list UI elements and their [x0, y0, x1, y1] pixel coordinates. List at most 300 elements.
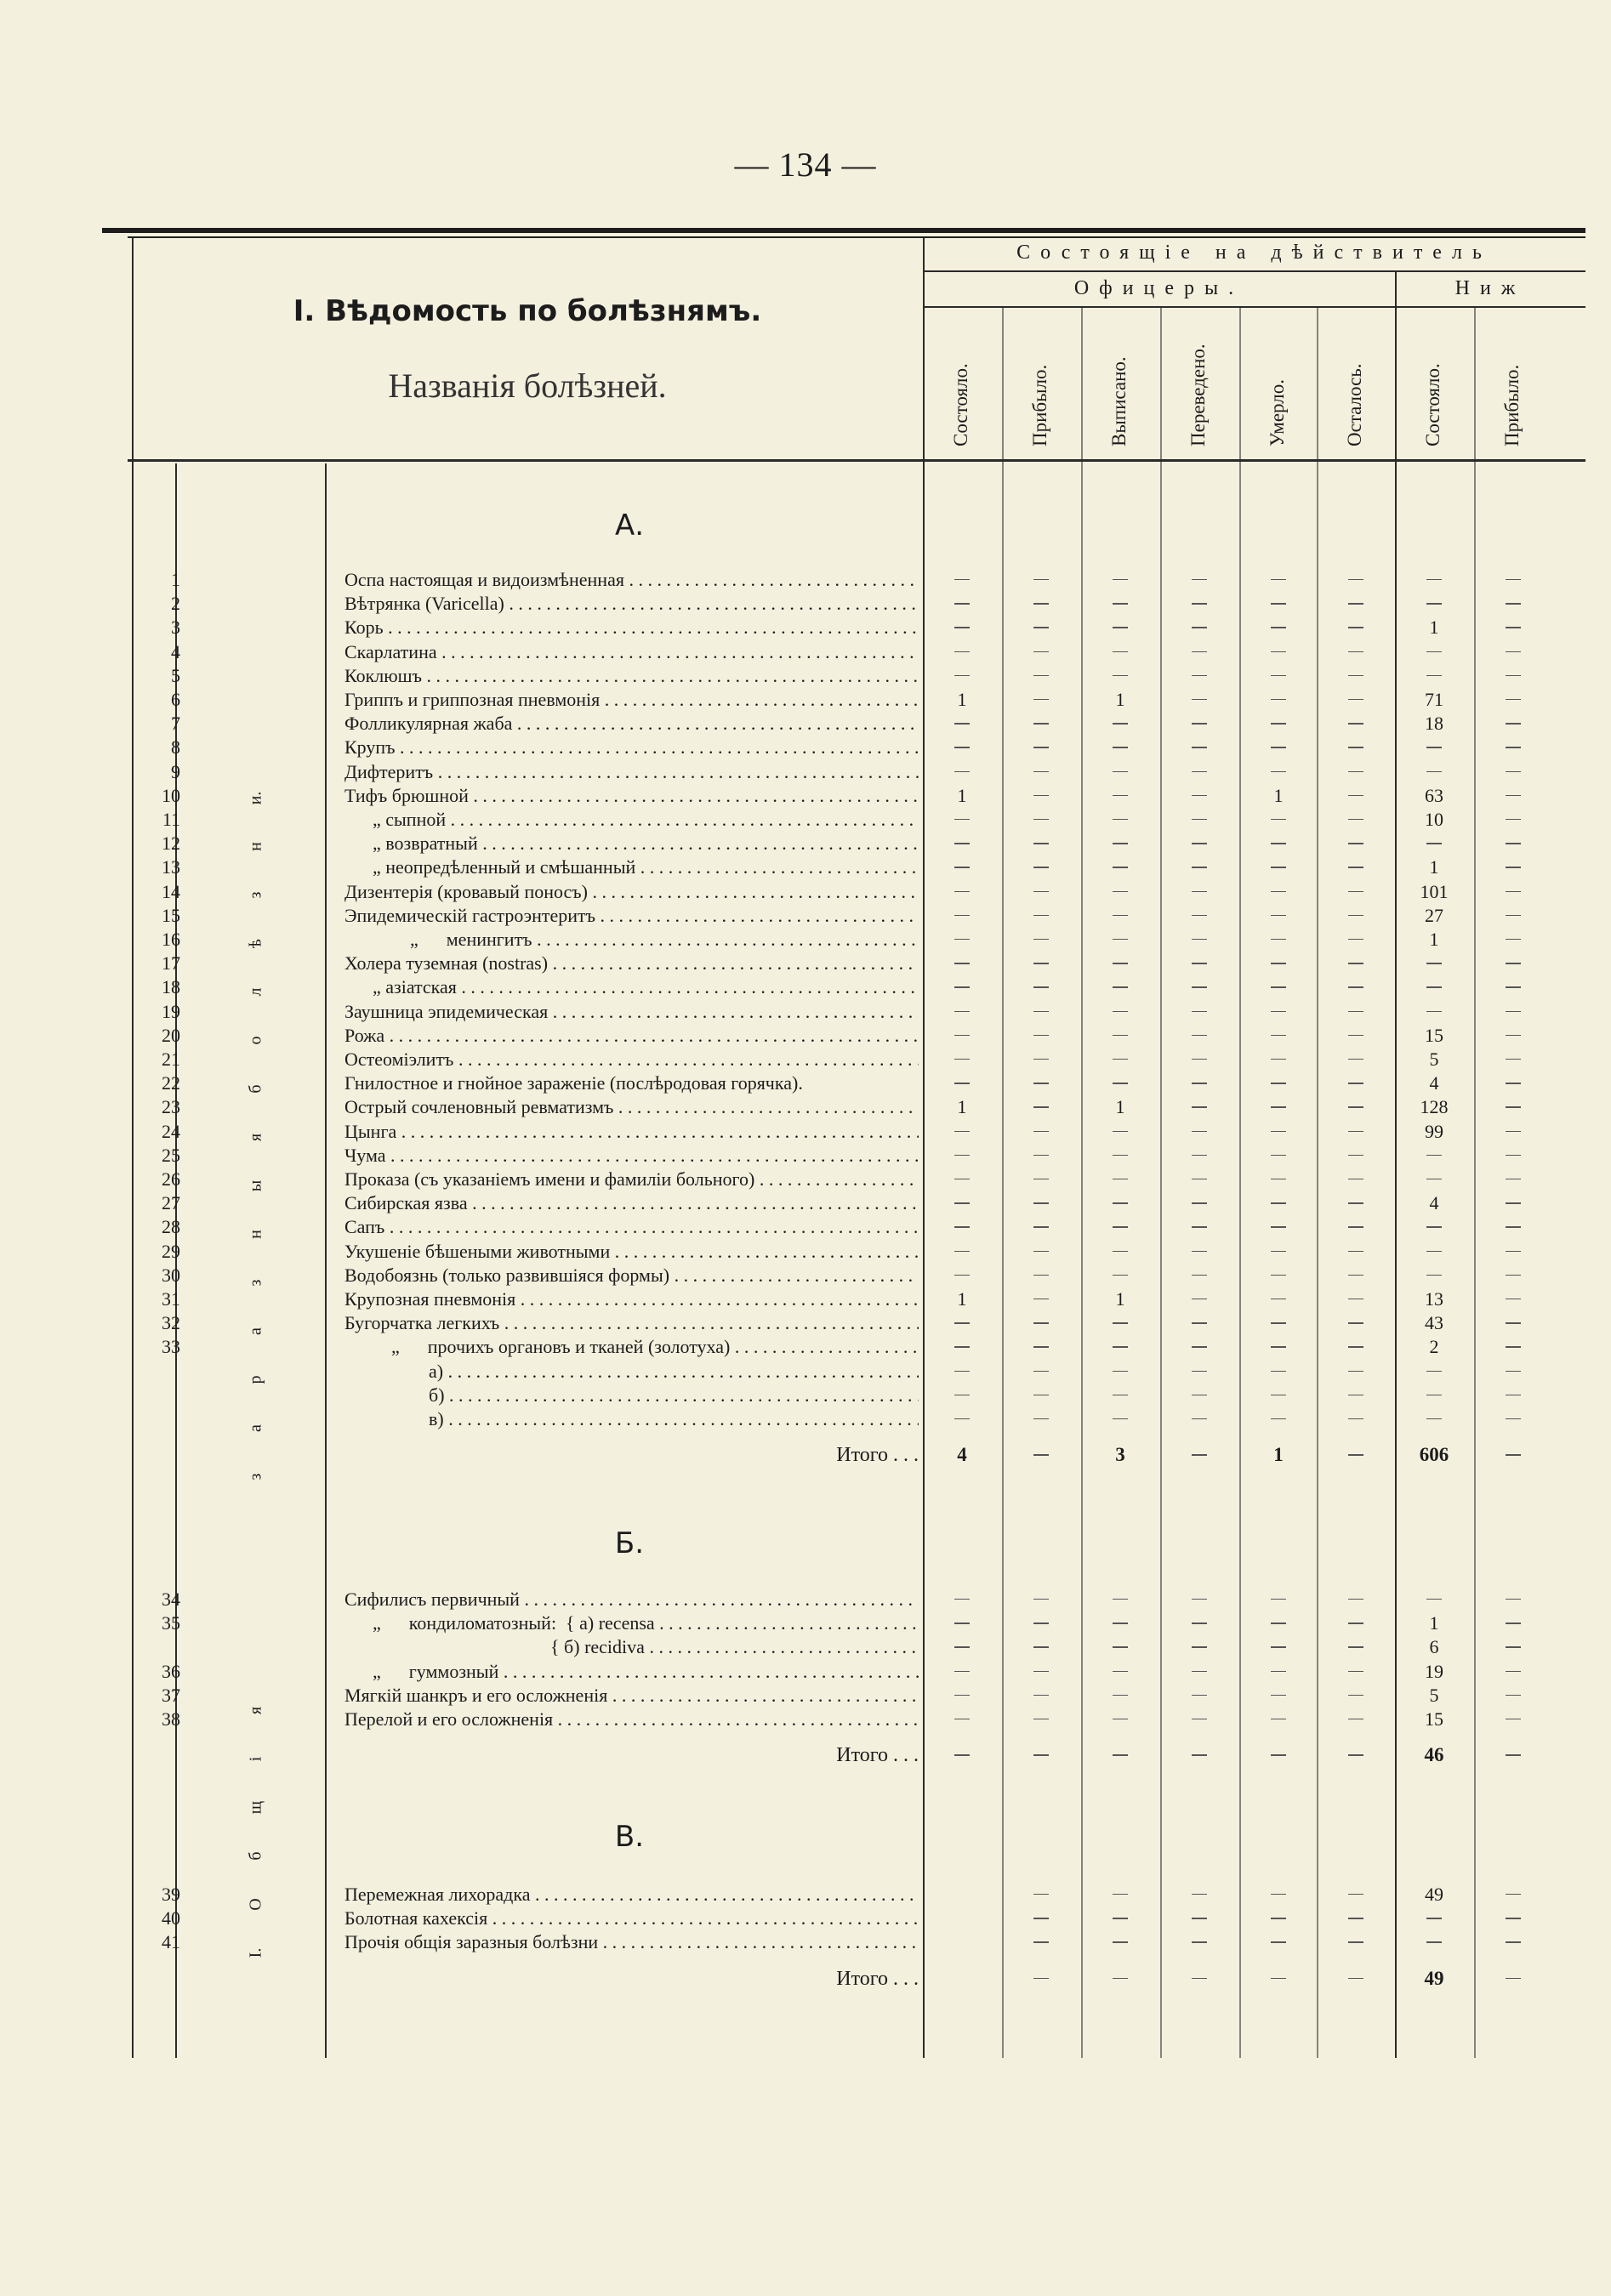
value-cell [1081, 1967, 1159, 1991]
value-cell [1002, 1660, 1080, 1684]
disease-name: „ кондиломатозный: { а) recensa . . . [344, 1611, 919, 1635]
value-cell [1239, 760, 1318, 784]
value-cell [1081, 928, 1159, 952]
value-cell [1002, 616, 1080, 639]
value-cell [1239, 616, 1318, 639]
value-cell [1160, 832, 1238, 855]
value-cell [1002, 1384, 1080, 1407]
value-cell [923, 568, 1001, 592]
value-cell [1081, 1264, 1159, 1287]
value-cell [1239, 1024, 1318, 1048]
value-cell [923, 1264, 1001, 1287]
value-cell [1160, 1024, 1238, 1048]
value-cell [1317, 1215, 1395, 1239]
row-number: 24 [162, 1120, 180, 1142]
value-cell [923, 1191, 1001, 1215]
value-cell: 43 [1425, 1312, 1443, 1334]
value-cell [1081, 1168, 1159, 1191]
section-letter: А. [614, 509, 645, 543]
value-cell [923, 592, 1001, 616]
row-number: 23 [162, 1096, 180, 1118]
value-cell [1002, 1311, 1080, 1335]
value-cell [1317, 592, 1395, 616]
value-cell [1317, 1930, 1395, 1954]
value-cell [1081, 1360, 1159, 1384]
value-cell [1395, 1407, 1473, 1431]
row-number: 14 [162, 880, 180, 902]
value-cell [1317, 1967, 1395, 1991]
value-cell [1160, 1071, 1238, 1095]
value-cell: 27 [1425, 904, 1443, 926]
value-cell: 1 [1429, 929, 1439, 950]
value-cell [1239, 928, 1318, 952]
disease-name: Проказа (съ указаніемъ имени и фамиліи больного) . . . [344, 1168, 919, 1191]
value-cell [1239, 1635, 1318, 1659]
value-cell [923, 1407, 1001, 1431]
value-cell [1474, 1743, 1552, 1767]
value-cell [1474, 1660, 1552, 1684]
value-cell [1317, 1120, 1395, 1144]
value-cell [1160, 1883, 1238, 1907]
vertical-label-char: щ [246, 1800, 265, 1815]
value-cell [923, 1168, 1001, 1191]
value-cell [1160, 1930, 1238, 1954]
value-cell [923, 760, 1001, 784]
row-number: 25 [162, 1144, 180, 1166]
value-cell [1317, 1743, 1395, 1767]
value-cell [1317, 928, 1395, 952]
value-cell: 1 [1429, 856, 1439, 878]
row-number: 17 [162, 952, 180, 975]
value-cell [923, 1360, 1001, 1384]
value-cell [1474, 808, 1552, 832]
value-cell [1474, 1407, 1552, 1431]
row-number: 36 [162, 1660, 180, 1682]
value-cell: 18 [1425, 713, 1443, 735]
value-cell [1395, 640, 1473, 664]
row-number: 9 [171, 760, 180, 782]
value-cell [1002, 1095, 1080, 1119]
table-title: I. Вѣдомость по болѣзнямъ. [293, 294, 762, 328]
value-cell [1395, 1144, 1473, 1168]
value-cell [1081, 616, 1159, 639]
vertical-label-char: и. [246, 791, 265, 805]
value-cell [1395, 975, 1473, 999]
value-cell [1317, 1443, 1395, 1467]
value-cell [1474, 904, 1552, 928]
value-cell [923, 855, 1001, 879]
value-cell [1317, 568, 1395, 592]
row-number: 13 [162, 856, 180, 878]
value-cell [1160, 712, 1238, 736]
vertical-label-char: р [246, 1375, 265, 1384]
value-cell [923, 712, 1001, 736]
value-cell [923, 1144, 1001, 1168]
value-cell [1317, 664, 1395, 688]
disease-name: Цынга . . . [344, 1120, 919, 1144]
value-cell [1474, 568, 1552, 592]
value-cell [1317, 1660, 1395, 1684]
value-cell [1474, 1708, 1552, 1731]
value-cell [1239, 1215, 1318, 1239]
value-cell [1239, 1407, 1318, 1431]
value-cell [1474, 928, 1552, 952]
value-cell [1160, 1907, 1238, 1930]
value-cell: 46 [1424, 1744, 1444, 1766]
value-cell [1002, 1191, 1080, 1215]
value-cell [923, 1684, 1001, 1708]
value-cell [1317, 736, 1395, 759]
value-cell: 15 [1425, 1024, 1443, 1046]
value-cell: 4 [1429, 1192, 1439, 1214]
value-cell [1317, 1287, 1395, 1311]
value-cell [1160, 1708, 1238, 1731]
disease-name: Вѣтрянка (Varicella) . . . [344, 592, 919, 616]
disease-name: Эпидемическій гастроэнтеритъ . . . [344, 904, 919, 928]
value-cell [1395, 1000, 1473, 1024]
value-cell [1160, 1335, 1238, 1359]
value-cell [1081, 1335, 1159, 1359]
value-cell [1239, 952, 1318, 975]
value-cell [1239, 640, 1318, 664]
column-header: Переведено. [1187, 344, 1209, 446]
value-cell [1317, 1708, 1395, 1731]
value-cell [923, 1635, 1001, 1659]
value-cell [1474, 640, 1552, 664]
row-number: 6 [171, 689, 180, 710]
value-cell [1474, 1215, 1552, 1239]
value-cell [1317, 784, 1395, 808]
value-cell [1474, 1907, 1552, 1930]
vertical-label-char: з [246, 1279, 265, 1287]
value-cell [1239, 1384, 1318, 1407]
value-cell: 1 [957, 689, 967, 710]
column-divider [1239, 306, 1241, 2058]
group-top-rule [923, 270, 1585, 272]
value-cell [1474, 952, 1552, 975]
row-number: 20 [162, 1024, 180, 1046]
column-header: Прибыло. [1501, 364, 1523, 446]
value-cell [1160, 928, 1238, 952]
vertical-label-divider [325, 463, 327, 2058]
value-cell [1395, 592, 1473, 616]
value-cell [1474, 1635, 1552, 1659]
value-cell [1081, 1384, 1159, 1407]
row-number: 10 [162, 784, 180, 806]
value-cell [1160, 616, 1238, 639]
vertical-label-char: О [246, 1898, 265, 1911]
value-cell [923, 1708, 1001, 1731]
value-cell [1317, 1588, 1395, 1611]
vertical-label-char: л [246, 987, 265, 997]
row-number: 30 [162, 1264, 180, 1286]
value-cell [1317, 1384, 1395, 1407]
value-cell [1160, 664, 1238, 688]
value-cell [923, 1215, 1001, 1239]
value-cell [923, 1240, 1001, 1264]
value-cell [1474, 855, 1552, 879]
value-cell [1081, 1311, 1159, 1335]
value-cell [1474, 592, 1552, 616]
value-cell [1317, 760, 1395, 784]
value-cell [1160, 1588, 1238, 1611]
vertical-label-char: я [246, 1706, 265, 1715]
disease-name: Крупъ . . . [344, 736, 919, 759]
value-cell [1474, 1287, 1552, 1311]
disease-name: „ неопредѣленный и смѣшанный . . . [344, 855, 919, 879]
value-cell [1002, 1287, 1080, 1311]
value-cell [1160, 1287, 1238, 1311]
value-cell [1081, 664, 1159, 688]
value-cell [1395, 1930, 1473, 1954]
disease-name: „ менингитъ . . . [344, 928, 919, 952]
value-cell [1239, 855, 1318, 879]
value-cell [1002, 784, 1080, 808]
value-cell: 1 [1429, 1612, 1439, 1634]
value-cell [1160, 1215, 1238, 1239]
value-cell [1317, 640, 1395, 664]
value-cell [923, 808, 1001, 832]
value-cell [1239, 975, 1318, 999]
value-cell [1002, 1240, 1080, 1264]
value-cell [1317, 1048, 1395, 1071]
value-cell [1081, 640, 1159, 664]
value-cell [1317, 904, 1395, 928]
vertical-label-char: з [246, 891, 265, 899]
value-cell [1002, 1743, 1080, 1767]
disease-name: Крупозная пневмонія . . . [344, 1287, 919, 1311]
value-cell [923, 616, 1001, 639]
value-cell [1002, 1360, 1080, 1384]
disease-name: „ азіатская . . . [344, 975, 919, 999]
value-cell [1081, 1708, 1159, 1731]
value-cell [1081, 904, 1159, 928]
value-cell [1474, 832, 1552, 855]
value-cell [1002, 808, 1080, 832]
disease-name: Сибирская язва . . . [344, 1191, 919, 1215]
value-cell [923, 664, 1001, 688]
value-cell [923, 904, 1001, 928]
value-cell [1002, 640, 1080, 664]
value-cell [1239, 1095, 1318, 1119]
value-cell: 49 [1424, 1967, 1444, 1989]
value-cell [1002, 1264, 1080, 1287]
value-cell [1474, 1967, 1552, 1991]
value-cell [1317, 975, 1395, 999]
disease-name: Фолликулярная жаба . . . [344, 712, 919, 736]
vertical-label-char: н [246, 842, 265, 851]
value-cell [1239, 1000, 1318, 1024]
value-cell [1081, 568, 1159, 592]
value-cell [923, 1024, 1001, 1048]
disease-name: Остеоміэлитъ . . . [344, 1048, 919, 1071]
value-cell [1474, 1311, 1552, 1335]
value-cell [1474, 760, 1552, 784]
row-number: 3 [171, 617, 180, 639]
value-cell [1160, 1443, 1238, 1467]
vertical-label-char: а [246, 1424, 265, 1432]
value-cell [923, 975, 1001, 999]
value-cell [1002, 975, 1080, 999]
row-number: 16 [162, 929, 180, 950]
value-cell [1239, 568, 1318, 592]
value-cell [1081, 855, 1159, 879]
disease-name: Перелой и его осложненія . . . [344, 1708, 919, 1731]
value-cell [923, 928, 1001, 952]
value-cell: 19 [1425, 1660, 1443, 1682]
value-cell [923, 1071, 1001, 1095]
value-cell [1160, 1311, 1238, 1335]
value-cell [923, 1611, 1001, 1635]
value-cell [1002, 855, 1080, 879]
value-cell [1239, 1907, 1318, 1930]
value-cell: 49 [1425, 1884, 1443, 1905]
value-cell [1317, 712, 1395, 736]
disease-name: Бугорчатка легкихъ . . . [344, 1311, 919, 1335]
column-divider [1081, 306, 1083, 2058]
value-cell [1239, 1287, 1318, 1311]
disease-name: Сифилисъ первичный . . . [344, 1588, 919, 1611]
table-subtitle: Названія болѣзней. [388, 367, 667, 405]
value-cell [1160, 1660, 1238, 1684]
value-cell [1239, 1588, 1318, 1611]
value-cell [1474, 1048, 1552, 1071]
value-cell [1081, 832, 1159, 855]
disease-name: „ гуммозный . . . [344, 1660, 919, 1684]
vertical-label-char: б [246, 1084, 265, 1094]
value-cell [1474, 736, 1552, 759]
value-cell [1160, 1000, 1238, 1024]
column-divider [1317, 306, 1318, 2058]
value-cell [1081, 1024, 1159, 1048]
value-cell: 101 [1420, 880, 1449, 902]
vertical-label-char: о [246, 1036, 265, 1045]
value-cell [1317, 1168, 1395, 1191]
value-cell [1395, 1168, 1473, 1191]
value-cell: 63 [1425, 784, 1443, 806]
value-cell [1395, 760, 1473, 784]
value-cell [1160, 1384, 1238, 1407]
value-cell [1474, 1095, 1552, 1119]
top-rule [102, 228, 1585, 233]
group-header-officers: Офицеры. [1073, 277, 1244, 299]
value-cell [1317, 1635, 1395, 1659]
row-number: 38 [162, 1708, 180, 1730]
value-cell: 5 [1429, 1684, 1439, 1706]
disease-name: Коклюшъ . . . [344, 664, 919, 688]
section-letter: Б. [614, 1526, 645, 1560]
value-cell [1160, 855, 1238, 879]
value-cell [1081, 1048, 1159, 1071]
value-cell [1395, 952, 1473, 975]
value-cell [1002, 1168, 1080, 1191]
row-number: 29 [162, 1240, 180, 1262]
disease-name: Сапъ . . . [344, 1215, 919, 1239]
value-cell [1395, 736, 1473, 759]
value-cell [1395, 1360, 1473, 1384]
value-cell [1317, 1311, 1395, 1335]
value-cell [1002, 1024, 1080, 1048]
row-number: 11 [162, 809, 180, 830]
disease-name: Гриппъ и гриппозная пневмонія . . . [344, 688, 919, 712]
value-cell: 1 [957, 1288, 967, 1310]
value-cell [1002, 1967, 1080, 1991]
value-cell [1239, 904, 1318, 928]
disease-name: „ прочихъ органовъ и тканей (золотуха) . . . [344, 1335, 919, 1359]
value-cell [1002, 904, 1080, 928]
row-number: 2 [171, 593, 180, 615]
value-cell [1160, 568, 1238, 592]
value-cell [1160, 952, 1238, 975]
value-cell [1081, 808, 1159, 832]
value-cell: 6 [1429, 1636, 1439, 1658]
value-cell [1239, 1967, 1318, 1991]
section-total-label: Итого . . . [836, 1444, 919, 1467]
value-cell [1239, 712, 1318, 736]
disease-name: Водобоязнь (только развившіяся формы) . . . [344, 1264, 919, 1287]
value-cell [1081, 592, 1159, 616]
value-cell [1002, 712, 1080, 736]
value-cell: 15 [1425, 1708, 1443, 1730]
value-cell [1081, 1191, 1159, 1215]
value-cell [1317, 808, 1395, 832]
value-cell [1239, 1048, 1318, 1071]
value-cell [1002, 1611, 1080, 1635]
value-cell [1474, 1168, 1552, 1191]
column-header: Прибыло. [1029, 364, 1050, 446]
value-cell [1239, 664, 1318, 688]
value-cell [923, 1120, 1001, 1144]
value-cell [923, 1335, 1001, 1359]
value-cell [1160, 784, 1238, 808]
vertical-label-char: ы [246, 1179, 265, 1192]
value-cell [1239, 1883, 1318, 1907]
disease-name: „ возвратный . . . [344, 832, 919, 855]
header-bottom-rule [128, 459, 1585, 462]
row-number: 26 [162, 1168, 180, 1190]
value-cell [1002, 952, 1080, 975]
value-cell [1160, 1191, 1238, 1215]
row-number: 27 [162, 1192, 180, 1214]
value-cell [1002, 736, 1080, 759]
value-cell [1160, 1743, 1238, 1767]
value-cell [1081, 1000, 1159, 1024]
value-cell [1474, 1883, 1552, 1907]
value-cell [1395, 568, 1473, 592]
value-cell [1002, 1048, 1080, 1071]
value-cell [1081, 1144, 1159, 1168]
row-number: 32 [162, 1312, 180, 1334]
value-cell [923, 1384, 1001, 1407]
value-cell [1395, 1384, 1473, 1407]
value-cell [1239, 880, 1318, 904]
vertical-label-char: ѣ [246, 939, 265, 948]
value-cell [1317, 1191, 1395, 1215]
value-cell [1160, 1240, 1238, 1264]
value-cell [1002, 760, 1080, 784]
value-cell [1317, 616, 1395, 639]
value-cell: 5 [1429, 1049, 1439, 1070]
value-cell [1002, 928, 1080, 952]
value-cell [1474, 1443, 1552, 1467]
value-cell [1317, 688, 1395, 712]
value-cell: 13 [1425, 1288, 1443, 1310]
value-cell [1002, 1883, 1080, 1907]
value-cell [1317, 832, 1395, 855]
disease-name: в) . . . [344, 1407, 919, 1431]
value-cell [1474, 784, 1552, 808]
disease-name: Болотная кахексія . . . [344, 1907, 919, 1930]
